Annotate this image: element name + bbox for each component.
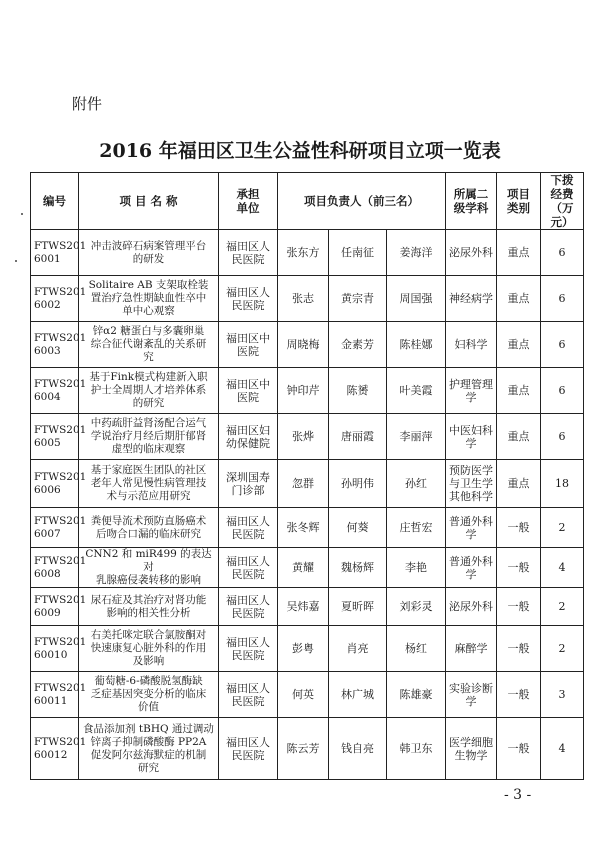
- cell-leader-1: 彭粤: [278, 626, 329, 672]
- cell-leader-1: 黄耀: [278, 548, 329, 588]
- cell-unit: 福田区人 民医院: [219, 672, 278, 718]
- cell-category: 一般: [497, 718, 541, 780]
- cell-unit: 福田区人 民医院: [219, 588, 278, 626]
- cell-project-name: 葡萄糖-6-磷酸脱氢酶缺 乏症基因突变分析的临床 价值: [79, 672, 219, 718]
- table-row: [31, 460, 584, 508]
- cell-funding: 6: [541, 322, 584, 368]
- cell-funding: 6: [541, 230, 584, 276]
- cell-number: FTWS201 6009: [31, 588, 79, 626]
- cell-leader-1: 何英: [278, 672, 329, 718]
- table-row: [31, 368, 584, 414]
- cell-leader-3: 叶美霞: [387, 368, 446, 414]
- cell-number: FTWS201 6004: [31, 368, 79, 414]
- cell-leader-2: 黄宗青: [329, 276, 387, 322]
- table-row: [31, 276, 584, 322]
- cell-discipline: 妇科学: [446, 322, 497, 368]
- cell-category: 一般: [497, 626, 541, 672]
- cell-discipline: 普通外科 学: [446, 548, 497, 588]
- cell-leader-2: 林广城: [329, 672, 387, 718]
- cell-category: 重点: [497, 230, 541, 276]
- cell-category: 一般: [497, 588, 541, 626]
- cell-project-name: 食品添加剂 tBHQ 通过调动 锌离子抑制磷酸酶 PP2A 促发阿尔兹海默症的机制 研究: [79, 718, 219, 780]
- cell-leader-1: 张烨: [278, 414, 329, 460]
- cell-category: 重点: [497, 460, 541, 508]
- attachment-label: 附件: [72, 95, 103, 113]
- cell-leader-2: 钱自亮: [329, 718, 387, 780]
- cell-discipline: 中医妇科 学: [446, 414, 497, 460]
- cell-unit: 福田区中 医院: [219, 368, 278, 414]
- cell-number: FTWS201 60011: [31, 672, 79, 718]
- cell-leader-2: 任南征: [329, 230, 387, 276]
- project-table: [30, 172, 584, 780]
- cell-funding: 2: [541, 626, 584, 672]
- table-row: [31, 548, 584, 588]
- cell-project-name: 中药疏肝益肾汤配合运气 学说治疗月经后期肝郁肾 虚型的临床观察: [79, 414, 219, 460]
- cell-discipline: 泌尿外科: [446, 588, 497, 626]
- cell-number: FTWS201 6002: [31, 276, 79, 322]
- col-leaders-header: 项目负责人（前三名）: [278, 173, 446, 230]
- table-row: [31, 230, 584, 276]
- table-row: [31, 414, 584, 460]
- cell-funding: 3: [541, 672, 584, 718]
- cell-leader-3: 李丽萍: [387, 414, 446, 460]
- cell-leader-3: 韩卫东: [387, 718, 446, 780]
- cell-funding: 4: [541, 548, 584, 588]
- cell-leader-3: 杨红: [387, 626, 446, 672]
- cell-funding: 2: [541, 588, 584, 626]
- cell-unit: 福田区人 民医院: [219, 626, 278, 672]
- cell-leader-3: 陈雄豪: [387, 672, 446, 718]
- cell-leader-2: 魏杨辉: [329, 548, 387, 588]
- cell-discipline: 普通外科 学: [446, 508, 497, 548]
- cell-discipline: 实验诊断 学: [446, 672, 497, 718]
- cell-leader-3: 刘彩灵: [387, 588, 446, 626]
- cell-number: FTWS201 6003: [31, 322, 79, 368]
- cell-funding: 18: [541, 460, 584, 508]
- cell-number: FTWS201 60012: [31, 718, 79, 780]
- cell-leader-2: 何葵: [329, 508, 387, 548]
- table-row: [31, 588, 584, 626]
- cell-category: 一般: [497, 548, 541, 588]
- cell-leader-3: 周国强: [387, 276, 446, 322]
- cell-funding: 6: [541, 414, 584, 460]
- cell-discipline: 麻醉学: [446, 626, 497, 672]
- cell-category: 一般: [497, 672, 541, 718]
- cell-funding: 2: [541, 508, 584, 548]
- page-number: - 3 -: [504, 787, 532, 803]
- col-project-name-header: 项 目 名 称: [79, 173, 219, 230]
- scan-dot: [15, 260, 17, 262]
- cell-leader-1: 吴炜嘉: [278, 588, 329, 626]
- cell-category: 重点: [497, 322, 541, 368]
- col-number-header: 编号: [31, 173, 79, 230]
- cell-number: FTWS201 60010: [31, 626, 79, 672]
- cell-leader-3: 姜海洋: [387, 230, 446, 276]
- cell-leader-3: 庄哲宏: [387, 508, 446, 548]
- cell-leader-1: 陈云芳: [278, 718, 329, 780]
- cell-discipline: 医学细胞 生物学: [446, 718, 497, 780]
- cell-leader-1: 张冬辉: [278, 508, 329, 548]
- cell-leader-2: 孙明伟: [329, 460, 387, 508]
- cell-funding: 6: [541, 368, 584, 414]
- cell-project-name: 右美托咪定联合氯胺酮对 快速康复心脏外科的作用 及影响: [79, 626, 219, 672]
- cell-project-name: Solitaire AB 支架取栓装 置治疗急性期缺血性卒中 单中心观察: [79, 276, 219, 322]
- cell-project-name: 尿石症及其治疗对肾功能 影响的相关性分析: [79, 588, 219, 626]
- cell-leader-2: 金素芳: [329, 322, 387, 368]
- cell-category: 重点: [497, 368, 541, 414]
- col-unit-header: 承担 单位: [219, 173, 278, 230]
- cell-number: FTWS201 6007: [31, 508, 79, 548]
- cell-unit: 福田区人 民医院: [219, 276, 278, 322]
- cell-leader-1: 张志: [278, 276, 329, 322]
- cell-unit: 深圳国寿 门诊部: [219, 460, 278, 508]
- cell-funding: 4: [541, 718, 584, 780]
- col-discipline-header: 所属二 级学科: [446, 173, 497, 230]
- cell-discipline: 神经病学: [446, 276, 497, 322]
- cell-leader-2: 夏昕晖: [329, 588, 387, 626]
- table-header-row: [31, 173, 584, 230]
- table-row: [31, 322, 584, 368]
- cell-discipline: 泌尿外科: [446, 230, 497, 276]
- cell-unit: 福田区人 民医院: [219, 508, 278, 548]
- cell-project-name: CNN2 和 miR499 的表达对 乳腺癌侵袭转移的影响: [79, 548, 219, 588]
- col-funding-header: 下拨 经费 （万元）: [541, 173, 584, 230]
- cell-leader-3: 陈桂娜: [387, 322, 446, 368]
- cell-number: FTWS201 6001: [31, 230, 79, 276]
- cell-unit: 福田区人 民医院: [219, 230, 278, 276]
- cell-unit: 福田区人 民医院: [219, 548, 278, 588]
- table-row: [31, 672, 584, 718]
- cell-number: FTWS201 6008: [31, 548, 79, 588]
- cell-discipline: 预防医学 与卫生学 其他科学: [446, 460, 497, 508]
- cell-funding: 6: [541, 276, 584, 322]
- page-title: 2016 年福田区卫生公益性科研项目立项一览表: [99, 140, 501, 162]
- cell-leader-1: 张东方: [278, 230, 329, 276]
- cell-leader-3: 李艳: [387, 548, 446, 588]
- table-row: [31, 626, 584, 672]
- col-category-header: 项目 类别: [497, 173, 541, 230]
- table-row: [31, 718, 584, 780]
- cell-leader-1: 钟印芹: [278, 368, 329, 414]
- cell-leader-3: 孙红: [387, 460, 446, 508]
- cell-project-name: 粪便导流术预防直肠癌术 后吻合口漏的临床研究: [79, 508, 219, 548]
- cell-project-name: 基于家庭医生团队的社区 老年人常见慢性病管理技 术与示范应用研究: [79, 460, 219, 508]
- cell-number: FTWS201 6006: [31, 460, 79, 508]
- cell-project-name: 锌α2 糖蛋白与多囊卵巢 综合征代谢紊乱的关系研 究: [79, 322, 219, 368]
- cell-category: 重点: [497, 414, 541, 460]
- cell-category: 重点: [497, 276, 541, 322]
- cell-number: FTWS201 6005: [31, 414, 79, 460]
- cell-leader-2: 唐丽霞: [329, 414, 387, 460]
- cell-category: 一般: [497, 508, 541, 548]
- cell-leader-1: 忽群: [278, 460, 329, 508]
- cell-unit: 福田区中 医院: [219, 322, 278, 368]
- cell-leader-2: 肖亮: [329, 626, 387, 672]
- cell-leader-1: 周晓梅: [278, 322, 329, 368]
- cell-project-name: 冲击波碎石病案管理平台 的研发: [79, 230, 219, 276]
- cell-unit: 福田区妇 幼保健院: [219, 414, 278, 460]
- cell-leader-2: 陈赟: [329, 368, 387, 414]
- cell-discipline: 护理管理 学: [446, 368, 497, 414]
- table-row: [31, 508, 584, 548]
- cell-project-name: 基于Fink模式构建新入职 护士全周期人才培养体系 的研究: [79, 368, 219, 414]
- scan-dot: [21, 213, 23, 215]
- cell-unit: 福田区人 民医院: [219, 718, 278, 780]
